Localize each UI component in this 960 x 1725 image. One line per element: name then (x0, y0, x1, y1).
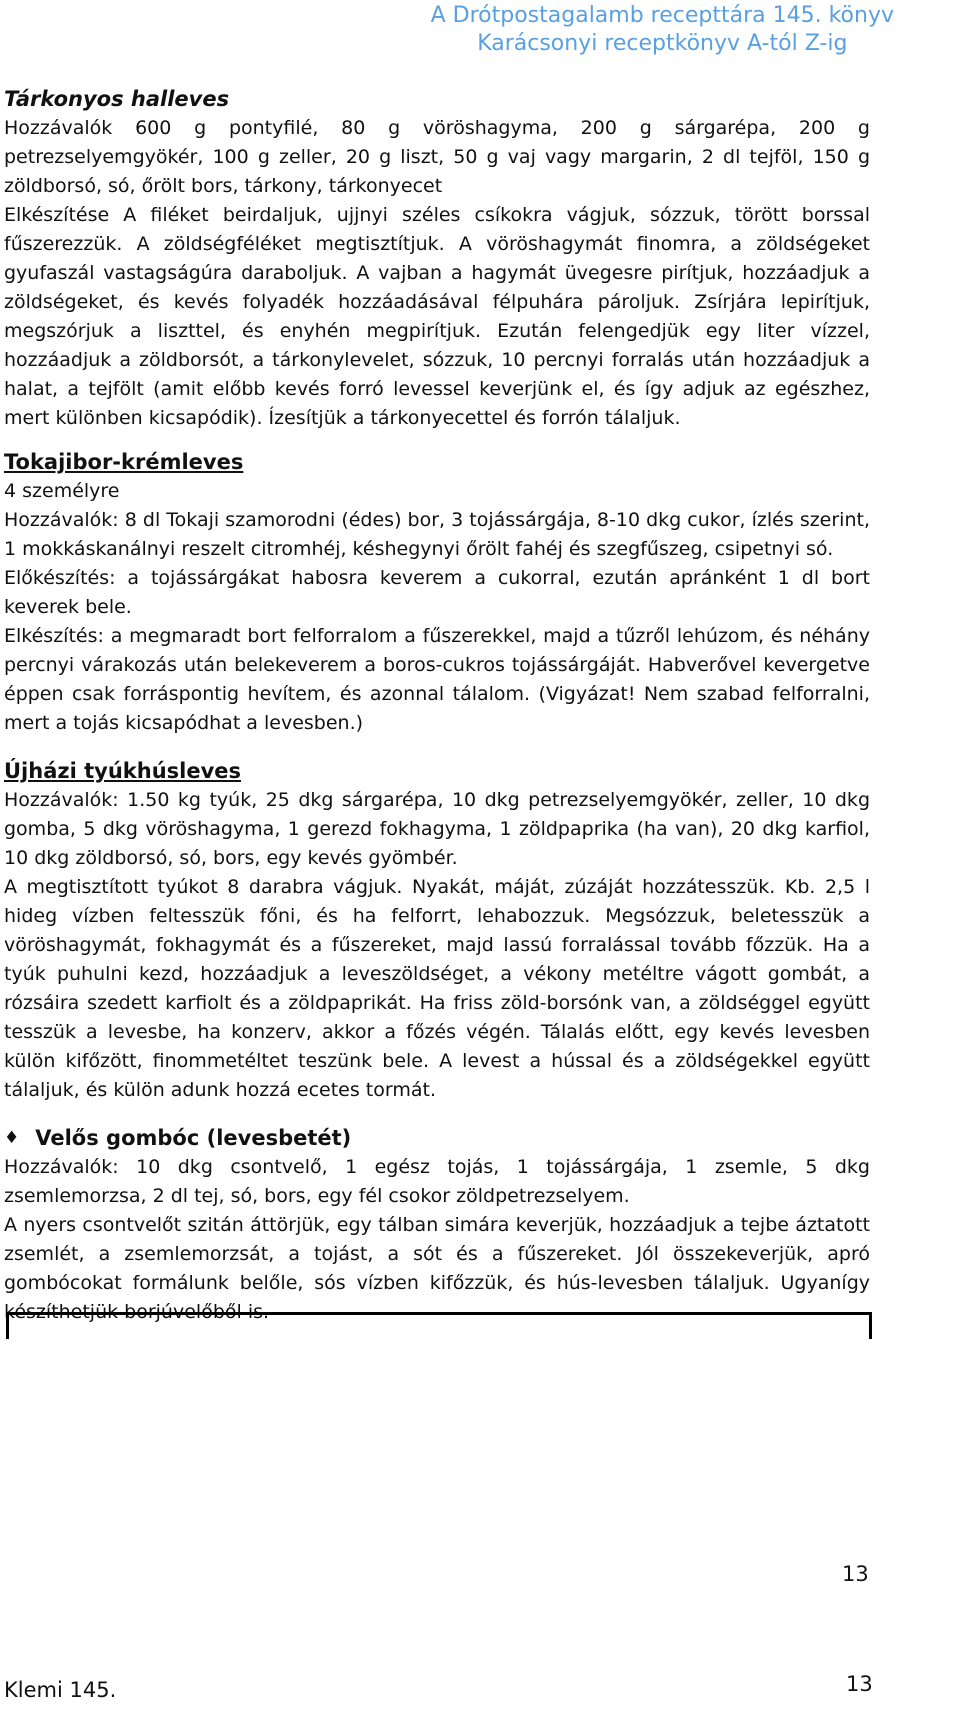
recipe-servings: 4 személyre (4, 480, 120, 502)
recipe-title-velos-gomboc: Velős gombóc (levesbetét) (35, 1126, 352, 1150)
recipe-method: A megtisztított tyúkot 8 darabra vágjuk. Nyakát, máját, zúzáját hozzátesszük. Kb. 2,5 l hideg vízben feltesszük főni, és ha felforrt, lehabozzuk. Megsózzuk, beletesszük a vöröshagymát, fokhagymát és a fűszereket, majd lassú forralással tovább főzzük. Ha a tyúk puhulni kezd, hozzáadjuk a leveszöldséget, a vékony metéltre vágott gombát, a rózsáira szedett karfiolt és a zöldpaprikát. Ha friss zöld-borsónk van, a zöldséggel együtt tesszük a levesbe, ha konzerv, akkor a főzés végén. Tálalás előtt, egy kevés levesben külön kifőzött, finommetéltet teszünk bele. A levest a hússal és a zöldségekkel együtt tálaljuk, és külön adunk hozzá ecetes tormát. (4, 876, 870, 1101)
running-header (431, 2, 894, 58)
decorative-frame (6, 1312, 872, 1339)
footer-page-number: 13 (846, 1672, 873, 1696)
recipe-ingredients: Hozzávalók: 8 dl Tokaji szamorodni (édes) bor, 3 tojássárgája, 8-10 dkg cukor, ízlés szerint, 1 mokkáskanálnyi reszelt citromhéj, késhegynyi őrölt fahéj és szegfűszeg, csipetnyi só. (4, 509, 870, 560)
recipe-heading-velos-gomboc (4, 1123, 870, 1153)
header-book-title: A Drótpostagalamb recepttára 145. könyv (430, 3, 894, 28)
recipe-ingredients: Hozzávalók: 10 dkg csontvelő, 1 egész tojás, 1 tojássárgája, 1 zsemle, 5 dkg zsemlemorzsa, 2 dl tej, só, bors, egy fél csokor zöldpetrezselyem. (4, 1156, 870, 1207)
recipe-content (4, 84, 870, 1327)
header-subtitle: Karácsonyi receptkönyv A-tól Z-ig (477, 31, 848, 56)
recipe-title-tarkonyos-halleves: Tárkonyos halleves (4, 87, 230, 111)
recipe-title-ujhazi-tyukhusleves: Újházi tyúkhúsleves (4, 759, 242, 783)
recipe-title-tokajibor-kremleves: Tokajibor-krémleves (4, 450, 244, 474)
recipe-method: A nyers csontvelőt szitán áttörjük, egy tálban simára keverjük, hozzáadjuk a tejbe áztatott zsemlét, a zsemlemorzsát, a tojást, a sót és a fűszereket. Jól összekeverjük, apró gombócokat formálunk belőle, sós vízben kifőzzük, és hús-levesben tálaljuk. Ugyanígy készíthetjük borjúvelőből is. (4, 1214, 870, 1323)
recipe-method: Elkészítése A filéket beirdaljuk, ujjnyi széles csíkokra vágjuk, sózzuk, törött borssal fűszerezzük. A zöldségféléket megtisztítjuk. A vöröshagymát finomra, a zöldségeket gyufaszál vastagságúra daraboljuk. A vajban a hagymát üvegesre pirítjuk, hozzáadjuk a zöldségeket, és kevés folyadék hozzáadásával félpuhára pároljuk. Zsírjára lepirítjuk, megszórjuk a liszttel, és enyhén megpirítjuk. Ezután felengedjük egy liter vízzel, hozzáadjuk a zöldborsót, a tárkonylevelet, sózzuk, 10 percnyi forralás után hozzáadjuk a halat, a tejfölt (amit előbb kevés forró levessel keverjünk el, és így adjuk az egészhez, mert különben kicsapódik). Ízesítjük a tárkonyecettel és forrón tálaljuk. (4, 204, 870, 429)
diamond-bullet-icon: ♦ (4, 1128, 20, 1148)
footer-author: Klemi 145. (4, 1678, 117, 1702)
recipe-method: Elkészítés: a megmaradt bort felforralom a fűszerekkel, majd a tűzről lehúzom, és néhány percnyi várakozás után belekeverem a boros-cukros tojássárgáját. Habverővel kevergetve éppen csak forráspontig hevítem, és azonnal tálalom. (Vigyázat! Nem szabad felforralni, mert a tojás kicsapódhat a levesben.) (4, 625, 870, 734)
recipe-ingredients: Hozzávalók: 1.50 kg tyúk, 25 dkg sárgarépa, 10 dkg petrezselyemgyökér, zeller, 10 dkg gomba, 5 dkg vöröshagyma, 1 gerezd fokhagyma, 1 zöldpaprika (ha van), 20 dkg karfiol, 10 dkg zöldborsó, só, bors, egy kevés gyömbér. (4, 789, 870, 869)
recipe-preparation: Előkészítés: a tojássárgákat habosra keverem a cukorral, ezután apránként 1 dl bort keverek bele. (4, 567, 870, 618)
recipe-ingredients: Hozzávalók 600 g pontyfilé, 80 g vöröshagyma, 200 g sárgarépa, 200 g petrezselyemgyökér, 100 g zeller, 20 g liszt, 50 g vaj vagy margarin, 2 dl tejföl, 150 g zöldborsó, só, őrölt bors, tárkony, tárkonyecet (4, 117, 870, 197)
page-number-top: 13 (842, 1562, 869, 1586)
